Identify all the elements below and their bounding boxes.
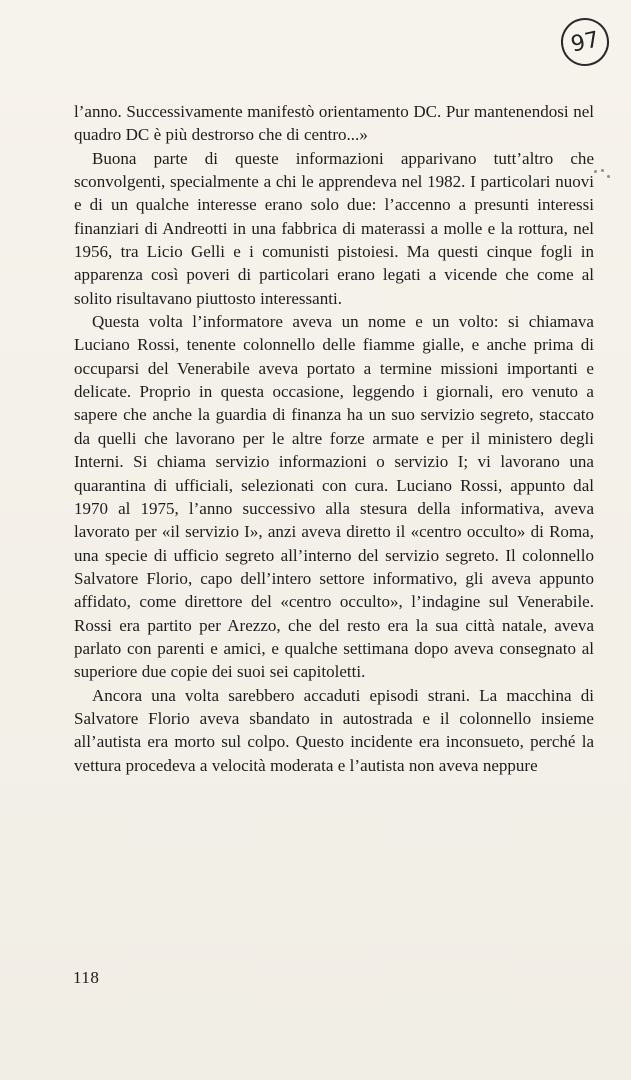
paragraph-3: Questa volta l’informatore aveva un nome e un volto: si chiamava Luciano Rossi, tenente colonnello delle fiamme gialle, e anche prima di occuparsi del Venerabile aveva portato a termine missioni importanti e delicate. Proprio in questa occasione, leggendo i giornali, ero venuto a sapere che anche la guardia di finanza ha un suo servizio segreto, staccato da quelli che lavorano per le altre forze armate e per il ministero degli Interni. Si chiama servizio informazioni o servizio I; vi lavorano una quarantina di ufficiali, selezionati con cura. Luciano Rossi, appunto dal 1970 al 1975, l’anno successivo alla stesura della informativa, aveva lavorato per «il servizio I», anzi aveva diretto il «centro occulto» di Roma, una specie di ufficio segreto all’interno del servizio segreto. Il colonnello Salvatore Florio, capo dell’intero settore informativo, gli aveva appunto affidato, come direttore del «centro occulto», l’indagine sul Venerabile. Rossi era partito per Arezzo, che del resto era la sua città natale, aveva parlato con parenti e amici, e qualche settimana dopo aveva consegnato al superiore due copie dei suoi sei capitoletti. [74,312,594,682]
body-text [74,100,594,777]
paragraph-2: Buona parte di queste informazioni apparivano tutt’altro che sconvolgenti, specialmente a chi le apprendeva nel 1982. I particolari nuovi e di un qualche interesse erano solo due: l’accenno a presunti interessi finanziari di Andreotti in una fabbrica di materassi a molle e la rottura, nel 1956, tra Licio Gelli e i comunisti pistoiesi. Ma questi cinque fogli in apparenza così poveri di particolari erano legati a vicende che come al solito risultavano piuttosto interessanti. [74,148,594,308]
paragraph-1: l’anno. Successivamente manifestò orientamento DC. Pur mantenendosi nel quadro DC è più destrorso che di centro...» [74,102,594,145]
handwritten-folio-mark: 97 [557,14,614,71]
margin-mark [593,169,611,185]
page-number: 118 [73,968,100,987]
paragraph-4: Ancora una volta sarebbero accaduti episodi strani. La macchina di Salvatore Florio aveva sbandato in autostrada e il colonnello insieme all’autista era morto sul colpo. Questo incidente era inconsueto, perché la vettura procedeva a velocità moderata e l’autista non aveva neppure [74,685,594,775]
